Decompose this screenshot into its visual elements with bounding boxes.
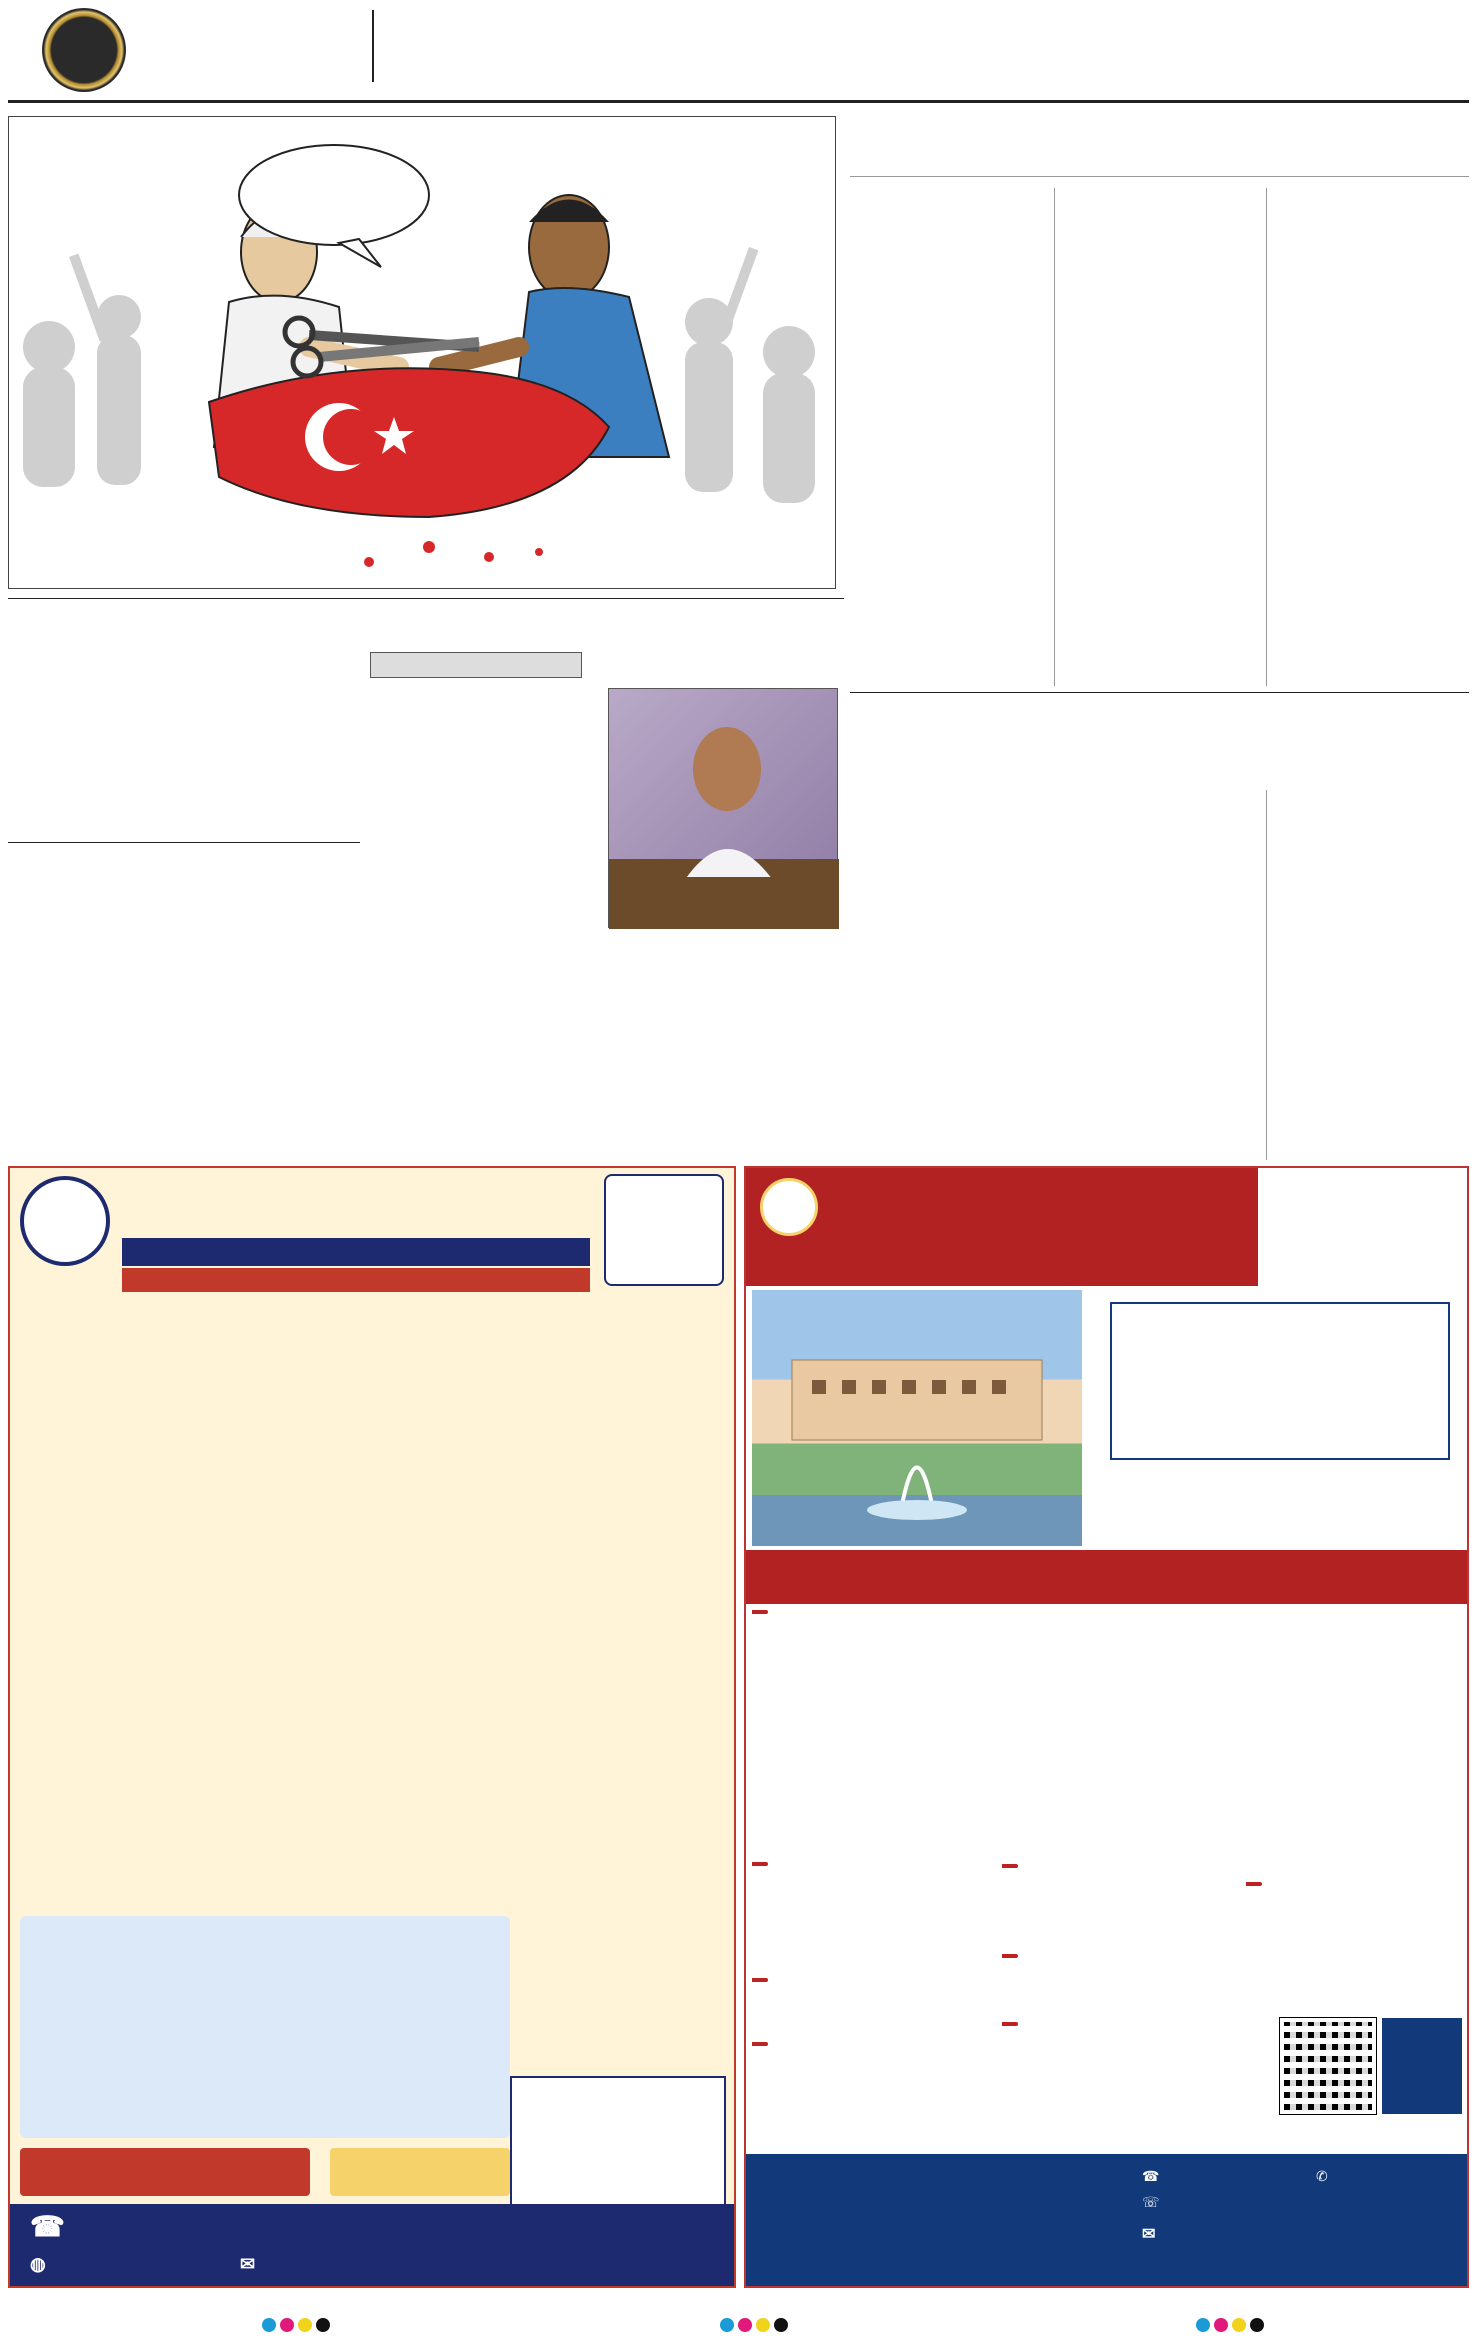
rule	[8, 598, 844, 599]
col-rule	[1266, 188, 1267, 686]
portrait-illustration	[609, 689, 839, 929]
cat-tourism	[752, 1862, 768, 1866]
cgu-seal	[760, 1178, 818, 1236]
cgu-whatsapp[interactable]	[1316, 2168, 1328, 2185]
std-x-panel	[20, 1916, 510, 2138]
cgu-mobile[interactable]	[1142, 2194, 1160, 2211]
registration-mark-black	[774, 2318, 788, 2332]
scan-block	[1382, 2018, 1462, 2114]
jis-affiliation	[122, 1268, 590, 1292]
cgu-advertisement	[744, 1166, 1469, 2288]
cat-management	[1002, 1954, 1018, 1958]
mobile-icon: ☏	[1142, 2194, 1160, 2210]
couple-col-1	[850, 764, 1046, 1160]
integrated-programme	[20, 2148, 310, 2196]
anniversary-badge	[42, 8, 126, 92]
registration-mark-magenta	[738, 2318, 752, 2332]
cat-physical	[1002, 2022, 1018, 2026]
jis-email[interactable]	[240, 2254, 255, 2275]
admission-info-box	[1110, 1302, 1450, 1460]
cgu-email[interactable]	[1142, 2224, 1155, 2244]
jis-phones	[30, 2210, 65, 2243]
professor-kicker	[370, 652, 582, 678]
masthead-divider	[372, 10, 374, 82]
nirf-ranking	[746, 1550, 1467, 1604]
registration-mark-yellow	[1232, 2318, 1246, 2332]
registration-mark-cyan	[262, 2318, 276, 2332]
cat-agriculture	[752, 2042, 768, 2046]
jee-badge	[604, 1174, 724, 1286]
jis-advertisement	[8, 1166, 736, 2288]
lightning-col-3	[1274, 188, 1469, 686]
qr-code[interactable]	[1280, 2018, 1376, 2114]
cat-pharmacy	[1002, 1864, 1018, 1868]
col-rule	[1266, 790, 1267, 1160]
cat-humanities	[752, 1978, 768, 1982]
campus-photo	[752, 1290, 1082, 1546]
rule	[8, 842, 360, 843]
registration-mark-black	[1250, 2318, 1264, 2332]
rule	[850, 176, 1469, 177]
auto-col-1	[1062, 790, 1258, 1160]
professor-col-1	[370, 690, 596, 1160]
jis-website[interactable]	[30, 2254, 46, 2275]
registration-mark-yellow	[298, 2318, 312, 2332]
registration-mark-cyan	[1196, 2318, 1210, 2332]
editorial-cartoon	[8, 116, 836, 589]
globe-icon: ◍	[30, 2254, 46, 2274]
jis-footer	[10, 2204, 734, 2286]
cgu-brand-box	[1258, 1168, 1467, 1286]
lightning-col-1	[850, 188, 1046, 686]
cat-engineering	[752, 1610, 768, 1614]
cartoon-drawing	[9, 117, 836, 589]
registration-mark-magenta	[1214, 2318, 1228, 2332]
mail-icon: ✉	[240, 2254, 256, 2274]
phone-icon: ☎	[1142, 2168, 1160, 2184]
registration-mark-yellow	[756, 2318, 770, 2332]
whatsapp-icon: ✆	[1316, 2168, 1328, 2184]
campus-illustration	[752, 1290, 1082, 1546]
masthead-rule	[8, 100, 1469, 103]
jis-name-line2	[122, 1238, 590, 1266]
oreda-body	[8, 690, 360, 840]
professor-col-2	[608, 956, 838, 1160]
auto-col-2	[1274, 790, 1469, 1160]
canal-body	[8, 900, 360, 1158]
admission-box	[330, 2148, 510, 2196]
rule	[850, 692, 1469, 693]
registration-mark-magenta	[280, 2318, 294, 2332]
cgu-tel[interactable]	[1142, 2168, 1159, 2185]
jis-logo	[20, 1176, 110, 1266]
cgu-footer	[746, 2154, 1467, 2286]
mail-icon: ✉	[1142, 2226, 1156, 2243]
professor-photo	[608, 688, 838, 928]
lightning-col-2	[1062, 188, 1258, 686]
registration-mark-black	[316, 2318, 330, 2332]
phone-icon: ☎	[30, 2211, 65, 2242]
cat-forensic	[1246, 1882, 1262, 1886]
registration-mark-cyan	[720, 2318, 734, 2332]
col-rule	[1054, 188, 1055, 686]
